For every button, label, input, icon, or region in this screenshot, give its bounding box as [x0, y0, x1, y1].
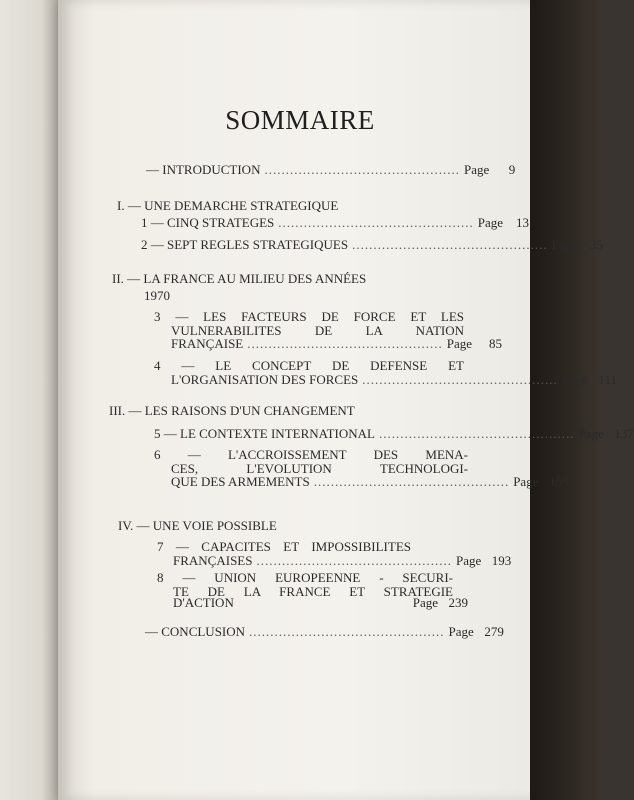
- toc-entry-ch3-line2: VULNERABILITES DE LA NATION: [171, 323, 464, 338]
- toc-entry-ch4-line1: 4 — LE CONCEPT DE DEFENSE ET: [154, 358, 464, 373]
- toc-label: QUE DES ARMEMENTS: [171, 474, 310, 489]
- leader-dots: ..............................................: [249, 624, 445, 639]
- leader-dots: ..............................................: [378, 426, 575, 441]
- page-word: Page: [551, 237, 577, 252]
- toc-entry-ch6: [171, 474, 569, 490]
- page-word: Page: [455, 553, 482, 568]
- toc-label: L'ORGANISATION DES FORCES: [171, 372, 359, 387]
- page-number: 85: [489, 336, 503, 351]
- leader-dots: ..............................................: [362, 372, 558, 387]
- toc-entry-ch8-line2: TE DE LA FRANCE ET STRATEGIE: [173, 584, 453, 599]
- leader-dots: ..............................................: [352, 237, 548, 252]
- leader-dots: ..............................................: [264, 162, 460, 177]
- page-number: 13: [516, 215, 530, 230]
- toc-entry-ch7-line1: 7 — CAPACITES ET IMPOSSIBILITES: [157, 539, 411, 554]
- part-heading-1: I. — UNE DEMARCHE STRATEGIQUE: [117, 198, 339, 213]
- page-word: Page: [446, 336, 473, 351]
- toc-label: 2 — SEPT REGLES STRATEGIQUES: [141, 237, 349, 252]
- toc-entry-conclusion: [145, 624, 504, 640]
- toc-entry-ch4: [171, 372, 618, 388]
- toc-entry-ch3: [171, 336, 503, 352]
- leader-dots: ..............................................: [278, 215, 474, 230]
- page-number: 111: [598, 372, 618, 387]
- toc-entry-ch8: [173, 595, 468, 611]
- toc-entry-ch8-line1: 8 — UNION EUROPEENNE - SECURI-: [157, 570, 453, 585]
- part-heading-2-cont: 1970: [144, 288, 170, 303]
- toc-entry-ch5: [154, 426, 634, 442]
- page-number: 9: [508, 162, 516, 177]
- part-heading-4: IV. — UNE VOIE POSSIBLE: [118, 518, 277, 533]
- page-word: Page: [578, 426, 604, 441]
- page-number: 279: [484, 624, 504, 639]
- toc-label: FRANÇAISE: [171, 336, 244, 351]
- toc-label: D'ACTION: [173, 595, 234, 610]
- page-number: 137: [614, 426, 634, 441]
- toc-label: FRANÇAISES: [173, 553, 253, 568]
- toc-entry-ch6-line1: 6 — L'ACCROISSEMENT DES MENA-: [154, 447, 468, 462]
- toc-label: 1 — CINQ STRATEGES: [141, 215, 275, 230]
- page-word: Page: [477, 215, 504, 230]
- part-heading-3: III. — LES RAISONS D'UN CHANGEMENT: [109, 403, 355, 418]
- page-word: Page: [448, 624, 474, 639]
- page-number: 193: [491, 553, 512, 568]
- page-word: Page: [463, 162, 490, 177]
- page-number: 35: [589, 237, 603, 252]
- toc-entry-ch6-line2: CES, L'EVOLUTION TECHNOLOGI-: [171, 461, 468, 476]
- leader-dots: ..............................................: [256, 553, 452, 568]
- page-word: Page: [561, 372, 588, 387]
- page-word: Page: [513, 474, 539, 489]
- leader-dots: ..............................................: [313, 474, 510, 489]
- toc-entry-ch3-line1: 3 — LES FACTEURS DE FORCE ET LES: [154, 309, 464, 324]
- toc-entry-introduction: [146, 162, 516, 178]
- toc-label: 5 — LE CONTEXTE INTERNATIONAL: [154, 426, 375, 441]
- page-title: SOMMAIRE: [225, 105, 375, 135]
- page-word: Page: [412, 595, 438, 610]
- toc-entry-ch1: [141, 215, 530, 231]
- page-number: 239: [448, 595, 468, 610]
- toc-entry-ch2: [141, 237, 603, 253]
- leader-dots: ..............................................: [247, 336, 443, 351]
- toc-label: — CONCLUSION: [145, 624, 246, 639]
- toc-entry-ch7: [173, 553, 512, 569]
- part-heading-2: II. — LA FRANCE AU MILIEU DES ANNÉES: [112, 271, 367, 286]
- page-number: 159: [548, 474, 569, 489]
- toc-label: — INTRODUCTION: [146, 162, 261, 177]
